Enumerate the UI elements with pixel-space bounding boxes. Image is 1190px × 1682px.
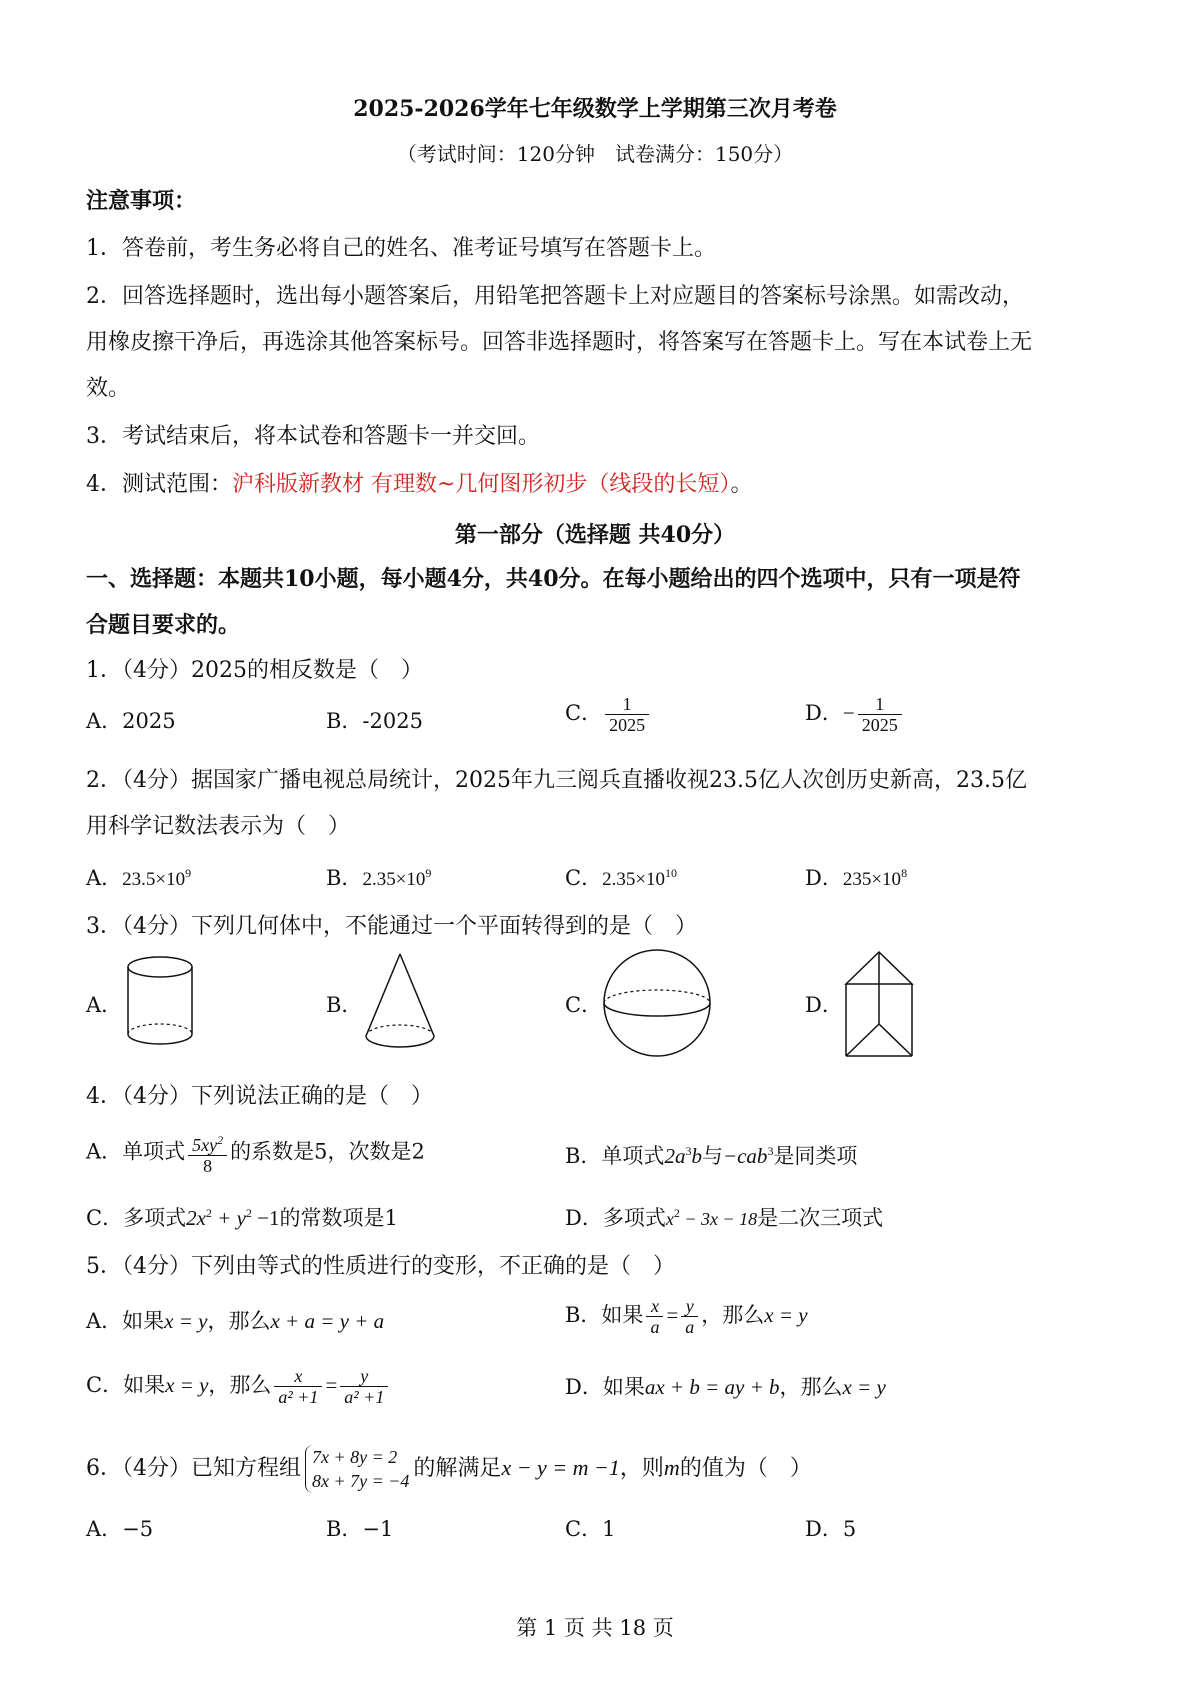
fraction-denominator: a² +1 (344, 1387, 385, 1407)
q5-option-a-then: ，那么 (207, 1309, 271, 1333)
q1-option-c-label: C． (565, 701, 603, 725)
minus-sign: − (842, 701, 855, 725)
fraction-denominator: 2025 (609, 715, 646, 735)
q2-option-b-label: B． (326, 866, 363, 890)
test-scope: 沪科版新教材 有理数~几何图形初步（线段的长短） (232, 472, 731, 497)
part1-instruction-line1: 一、选择题：本题共10小题，每小题4分，共40分。在每小题给出的四个选项中，只有一项是符 (86, 566, 1021, 592)
q1-option-c-fraction (605, 694, 649, 735)
q5-option-c-prefix: C．如果 (86, 1373, 166, 1397)
note-4 (86, 470, 752, 500)
q5-option-a-condition: x = y (164, 1309, 208, 1333)
fraction-numerator: 1 (605, 694, 649, 715)
q4-option-d-term1-exponent: 2 (673, 1206, 680, 1220)
q1-option-d-label: D． (805, 701, 843, 725)
q4-option-d-prefix: D．多项式 (565, 1206, 666, 1230)
equation-1: 7x + 8y = 2 (312, 1447, 398, 1467)
q4-option-d (565, 1198, 883, 1234)
q2-option-d-base: 235×10 (842, 869, 902, 890)
q4-option-d-term2: − 3x − 18 (679, 1209, 758, 1229)
q4-option-a-prefix: A．单项式 (86, 1139, 186, 1164)
q4-option-b-conjunction: 与 (701, 1144, 723, 1168)
q2-option-b-exponent: 9 (425, 866, 432, 880)
q2-option-c-label: C． (565, 866, 603, 890)
q2-option-a-base: 23.5×10 (122, 869, 186, 890)
fraction-numerator: y (681, 1296, 698, 1317)
q5-option-d-result: x = y (842, 1375, 886, 1399)
q6-option-c: C．1 (565, 1517, 616, 1541)
q4-option-c-term2: + y (211, 1206, 246, 1230)
fraction (681, 1296, 698, 1337)
q5-option-a-result: x + a = y + a (270, 1309, 385, 1333)
q1-stem: 1．（4分）2025的相反数是（ ） (86, 658, 423, 683)
q2-option-d-label: D． (805, 866, 843, 890)
q5-option-a (86, 1306, 384, 1336)
equation-system (305, 1445, 409, 1493)
q4-option-b (565, 1136, 857, 1171)
note-3: 3．考试结束后，将本试卷和答题卡一并交回。 (86, 424, 540, 449)
q2-option-c (565, 858, 677, 895)
q5-option-d-prefix: D．如果 (565, 1375, 645, 1399)
fraction-denominator: 2025 (861, 715, 898, 735)
equals-sign: = (666, 1303, 679, 1327)
notes-heading: 注意事项： (86, 188, 197, 214)
q1-option-c (565, 694, 652, 735)
q4-option-d-term1: x (665, 1209, 674, 1229)
q5-option-b-result: x = y (764, 1303, 808, 1327)
q2-option-d-exponent: 8 (901, 866, 908, 880)
equation-2: 8x + 7y = −4 (312, 1471, 410, 1491)
q4-option-c-term1: 2x (186, 1206, 206, 1230)
q4-option-b-term2: −cab (722, 1144, 768, 1168)
q4-option-c (86, 1198, 398, 1233)
q3-option-a: A． (86, 993, 123, 1017)
q5-option-d-condition: ax + b = ay + b (644, 1375, 780, 1399)
fraction-numerator-base: 5xy (192, 1135, 218, 1155)
q1-option-d (805, 694, 905, 735)
fraction-denominator: a (685, 1317, 695, 1337)
q4-option-a (86, 1130, 425, 1176)
note-2-line3: 效。 (86, 376, 131, 401)
fraction-numerator: 1 (858, 694, 902, 715)
q6-option-d: D．5 (805, 1517, 857, 1541)
cone-figure (360, 950, 440, 1058)
q6-option-a: A．−5 (86, 1517, 154, 1541)
q5-option-b-then: ，那么 (701, 1303, 765, 1327)
q3-option-c: C． (565, 993, 603, 1017)
fraction-numerator: y (340, 1366, 388, 1387)
q5-option-d (565, 1372, 886, 1402)
fraction (274, 1366, 322, 1407)
q2-option-a-label: A． (86, 866, 123, 890)
note-1: 1．答卷前，考生务必将自己的姓名、准考证号填写在答题卡上。 (86, 236, 716, 261)
q4-option-b-term2-exponent: 3 (767, 1144, 774, 1158)
q2-option-a-exponent: 9 (185, 866, 192, 880)
fraction-numerator: x (646, 1296, 663, 1317)
q2-stem-line2: 用科学记数法表示为（ ） (86, 814, 351, 839)
q5-option-b-prefix: B．如果 (565, 1303, 644, 1327)
q4-option-b-term1-exponent: 3 (685, 1144, 692, 1158)
q6-stem (86, 1438, 812, 1499)
q6-option-b: B．−1 (326, 1517, 394, 1541)
page-footer: 第 1 页 共 18 页 (516, 1616, 674, 1640)
q6-stem-prefix: 6．（4分）已知方程组 (86, 1456, 301, 1481)
q5-option-b (565, 1296, 808, 1337)
q6-stem-middle: 的解满足 (413, 1456, 502, 1481)
fraction-denominator: a (650, 1317, 660, 1337)
fraction-numerator-exponent: 2 (217, 1133, 224, 1147)
note-2-line1: 2．回答选择题时，选出每小题答案后，用铅笔把答题卡上对应题目的答案标号涂黑。如需改动， (86, 284, 1025, 309)
q4-option-d-suffix: 是二次三项式 (757, 1206, 884, 1230)
q5-option-c-then: ，那么 (208, 1373, 272, 1397)
q2-stem-line1: 2．（4分）据国家广播电视总局统计，2025年九三阅兵直播收视23.5亿人次创历史新高，23.5亿 (86, 768, 1027, 793)
fraction-denominator: 8 (203, 1156, 213, 1176)
part1-heading: 第一部分（选择题 共40分） (454, 522, 736, 548)
q2-option-d (805, 858, 907, 895)
fraction (646, 1296, 663, 1337)
q4-stem: 4．（4分）下列说法正确的是（ ） (86, 1084, 433, 1109)
q4-option-c-term1-exponent: 2 (205, 1206, 212, 1220)
q2-option-c-exponent: 10 (665, 866, 678, 880)
note-4-prefix: 4．测试范围： (86, 472, 232, 497)
q5-stem: 5．（4分）下列由等式的性质进行的变形，不正确的是（ ） (86, 1254, 675, 1279)
q6-stem-then: ，则 (619, 1456, 664, 1481)
fraction-numerator: x (274, 1366, 322, 1387)
q4-option-b-term1-tail: b (691, 1144, 702, 1168)
q5-option-c-condition: x = y (165, 1373, 209, 1397)
q6-variable: m (663, 1455, 680, 1480)
q4-option-c-prefix: C．多项式 (86, 1206, 187, 1230)
part1-instruction-line2: 合题目要求的。 (86, 612, 241, 638)
q2-option-b (326, 858, 431, 895)
q2-option-c-base: 2.35×10 (602, 869, 666, 890)
q4-option-c-suffix: 的常数项是1 (279, 1206, 398, 1230)
cylinder-figure (122, 952, 198, 1052)
q1-option-d-fraction (858, 694, 902, 735)
q3-option-d: D． (805, 993, 843, 1017)
fraction-numerator (188, 1130, 227, 1156)
q1-option-b: B．-2025 (326, 709, 423, 733)
fraction-denominator: a² +1 (278, 1387, 319, 1407)
q6-condition: x − y = m −1 (501, 1455, 620, 1480)
q3-stem: 3．（4分）下列几何体中，不能通过一个平面转得到的是（ ） (86, 914, 697, 939)
q2-option-b-base: 2.35×10 (362, 869, 426, 890)
note-4-suffix: 。 (730, 472, 753, 497)
page-title: 2025-2026学年七年级数学上学期第三次月考卷 (353, 96, 837, 122)
note-2-line2: 用橡皮擦干净后，再选涂其他答案标号。回答非选择题时，将答案写在答题卡上。写在本试卷上无 (86, 330, 1033, 355)
q4-option-b-suffix: 是同类项 (773, 1144, 858, 1168)
triangular-prism-figure (842, 948, 916, 1062)
q4-option-c-term3: −1 (251, 1206, 280, 1230)
q4-option-c-term2-exponent: 2 (245, 1206, 252, 1220)
q4-option-b-term1: 2a (664, 1144, 686, 1168)
sphere-figure (600, 946, 714, 1060)
q2-option-a (86, 858, 191, 895)
q4-option-a-suffix: 的系数是5，次数是2 (230, 1139, 425, 1164)
q5-option-c (86, 1366, 391, 1407)
q3-option-b: B． (326, 993, 363, 1017)
exam-info: （考试时间：120分钟 试卷满分：150分） (396, 142, 794, 166)
fraction (340, 1366, 388, 1407)
equals-sign: = (325, 1373, 338, 1397)
q5-option-a-prefix: A．如果 (86, 1309, 165, 1333)
q4-option-b-prefix: B．单项式 (565, 1144, 665, 1168)
q4-option-a-fraction (188, 1130, 227, 1176)
q5-option-d-then: ，那么 (779, 1375, 843, 1399)
q1-option-a: A．2025 (86, 709, 176, 733)
q6-stem-suffix: 的值为（ ） (679, 1456, 812, 1481)
